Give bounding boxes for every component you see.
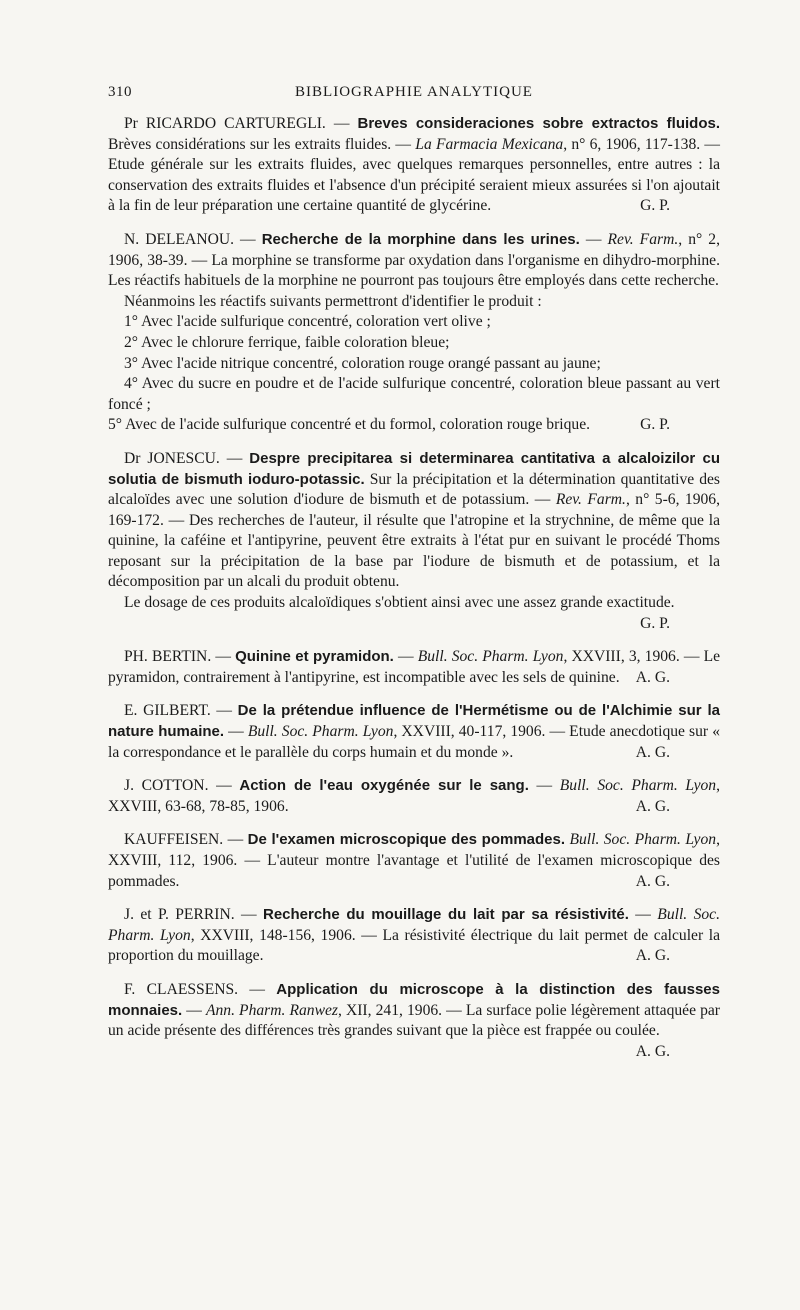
- entry-cotton: [108, 776, 720, 817]
- list-item-last: [108, 415, 720, 436]
- entry-signature: A. G.: [635, 1042, 670, 1060]
- entry-source: Rev. Farm.: [607, 230, 679, 248]
- entry-text: Brèves considérations sur les extraits fluides. —: [108, 135, 416, 153]
- list-item: 5° Avec de l'acide sulfurique concentré et du formol, coloration rouge brique.: [108, 416, 591, 434]
- entry-title: Recherche de la morphine dans les urines.: [261, 230, 580, 248]
- entry-text: , XXVIII, 3, 1906. — Le pyramidon, contrairement à l'antipyrine, est incompatible avec les sels de quinine.: [108, 648, 721, 686]
- list-item: 4° Avec du sucre en poudre et de l'acide sulfurique concentré, coloration bleue passant au vert foncé ;: [108, 375, 720, 413]
- entry-paragraph: [108, 980, 721, 1060]
- bibliography-body: [108, 114, 720, 1075]
- list-item: 3° Avec l'acide nitrique concentré, coloration rouge orangé passant au jaune;: [124, 354, 601, 372]
- entry-text: —: [528, 777, 560, 795]
- entry-signature: G. P.: [640, 614, 670, 632]
- entry-title: Recherche du mouillage du lait par sa résistivité.: [262, 906, 629, 924]
- entry-paragraph: [108, 830, 720, 892]
- entry-source: Bull. Soc. Pharm. Lyon: [247, 723, 394, 741]
- entry-carturegli: [108, 114, 720, 217]
- entry-source: Rev. Farm.: [555, 491, 626, 509]
- entry-text: —: [579, 230, 608, 248]
- entry-text: , n° 5-6, 1906, 169-172. — Des recherches de l'auteur, il résulte que l'atropine et la strychnine, de même que la quinine, la caféine et l'antipyrine, peuvent être extraits à l'état pur en suivant le procédé Thoms reposant sur la précipitation de la base par l'iodure de bismuth et de potassium, et la décomposition par un alcali du produit obtenu.: [108, 491, 721, 591]
- entry-claessens: [108, 980, 720, 1062]
- entry-perrin: [108, 905, 720, 967]
- entry-signature: A. G.: [635, 797, 670, 815]
- entry-paragraph: [108, 114, 720, 217]
- entry-title: Application du microscope à la distinction des fausses monnaies.: [108, 980, 720, 1019]
- entry-text: , XXVIII, 40-117, 1906. — Etude anecdotique sur « la correspondance et le parallèle du corps humain et du monde ».: [108, 723, 720, 761]
- entry-text: , XXVIII, 112, 1906. — L'auteur montre l'avantage et l'utilité de l'examen microscopique des pommades.: [108, 831, 720, 890]
- entry-text: , n° 6, 1906, 117-138. — Etude générale sur les extraits fluides, avec quelques remarques personnelles, entre autres : la conservation des extraits fluides et l'absence d'un précipité seraient mieux assurées si l'on ajoutait à la fin de leur préparation une certaine quantité de glycérine.: [108, 135, 720, 215]
- entry-signature: A. G.: [635, 947, 670, 965]
- entry-author: KAUFFEISEN. —: [124, 831, 248, 849]
- entry-text: —: [393, 648, 418, 666]
- entry-paragraph: [108, 905, 720, 967]
- entry-title: Quinine et pyramidon.: [235, 648, 394, 666]
- page-number: 310: [108, 84, 132, 100]
- entry-source: Bull. Soc. Pharm. Lyon: [569, 831, 717, 849]
- entry-author: PH. BERTIN. —: [124, 648, 236, 666]
- entry-text: , n° 2, 1906, 38-39. — La morphine se transforme par oxydation dans l'organisme en dihydro-morphine. Les réactifs habituels de la morphine ne pourront pas toujours être employés dans cette recherche.: [108, 230, 720, 290]
- entry-text: —: [182, 1001, 206, 1019]
- running-head: [108, 84, 720, 104]
- entry-signature: G. P.: [640, 197, 670, 215]
- entry-text: , XXVIII, 148-156, 1906. — La résistivité électrique du lait permet de calculer la proportion du mouillage.: [108, 926, 720, 965]
- entry-author: Pr RICARDO CARTUREGLI. —: [124, 115, 358, 132]
- entry-text: , XXVIII, 63-68, 78-85, 1906.: [108, 777, 721, 815]
- list-item: 1° Avec l'acide sulfurique concentré, coloration vert olive ;: [124, 313, 491, 331]
- running-title: BIBLIOGRAPHIE ANALYTIQUE: [295, 84, 533, 100]
- entry-title: De la prétendue influence de l'Hermétisme ou de l'Alchimie sur la nature humaine.: [108, 702, 721, 741]
- entry-signature: A. G.: [635, 668, 670, 686]
- entry-title: Action de l'eau oxygénée sur le sang.: [239, 777, 529, 795]
- entry-paragraph: [108, 593, 720, 632]
- entry-paragraph: [108, 776, 720, 817]
- list-item: 2° Avec le chlorure ferrique, faible coloration bleue;: [124, 333, 450, 351]
- entry-paragraph: [108, 449, 720, 593]
- entry-paragraph: Néanmoins les réactifs suivants permettront d'identifier le produit :: [124, 292, 542, 310]
- entry-signature: G. P.: [640, 416, 670, 434]
- entry-source: Ann. Pharm. Ranwez: [205, 1001, 338, 1019]
- entry-paragraph: [108, 647, 720, 688]
- entry-title: De l'examen microscopique des pommades.: [247, 831, 566, 849]
- entry-jonescu: [108, 449, 720, 634]
- entry-title: Despre precipitarea si determinarea cantitativa a alcaloizilor cu solutia de bismuth ioduro-potassic.: [108, 449, 721, 488]
- entry-source: Bull. Soc. Pharm. Lyon: [559, 777, 717, 795]
- entry-text: Le dosage de ces produits alcaloïdiques s'obtient ainsi avec une assez grande exactitude.: [124, 594, 675, 612]
- entry-author: F. CLAESSENS. —: [124, 980, 277, 998]
- entry-author: J. et P. PERRIN. —: [124, 906, 263, 924]
- entry-gilbert: [108, 701, 720, 763]
- entry-author: Dr JONESCU. —: [124, 449, 250, 467]
- entry-source: La Farmacia Mexicana: [415, 135, 564, 153]
- entry-author: E. GILBERT. —: [124, 702, 238, 720]
- entry-author: J. COTTON. —: [124, 777, 240, 795]
- entry-title: Breves consideraciones sobre extractos fluidos.: [357, 115, 721, 132]
- entry-source: Bull. Soc. Pharm. Lyon: [108, 906, 720, 944]
- entry-source: Bull. Soc. Pharm. Lyon: [417, 648, 564, 666]
- entry-paragraph: [108, 230, 720, 292]
- entry-text: , XII, 241, 1906. — La surface polie légèrement attaquée par un acide présente des différences très grandes suivant que la pièce est frappée ou coulée.: [108, 1001, 721, 1040]
- entry-deleanou: [108, 230, 720, 436]
- entry-signature: A. G.: [635, 872, 670, 890]
- entry-signature: A. G.: [635, 743, 670, 761]
- entry-paragraph: [108, 701, 720, 763]
- entry-bertin: [108, 647, 720, 688]
- entry-text: —: [628, 906, 658, 924]
- entry-author: N. DELEANOU. —: [124, 230, 262, 248]
- entry-text: —: [224, 723, 248, 741]
- entry-kauffeisen: [108, 830, 720, 892]
- entry-text: Sur la précipitation et la détermination quantitative des alcaloïdes avec une solution d'iodure de bismuth et de potassium. —: [108, 470, 720, 509]
